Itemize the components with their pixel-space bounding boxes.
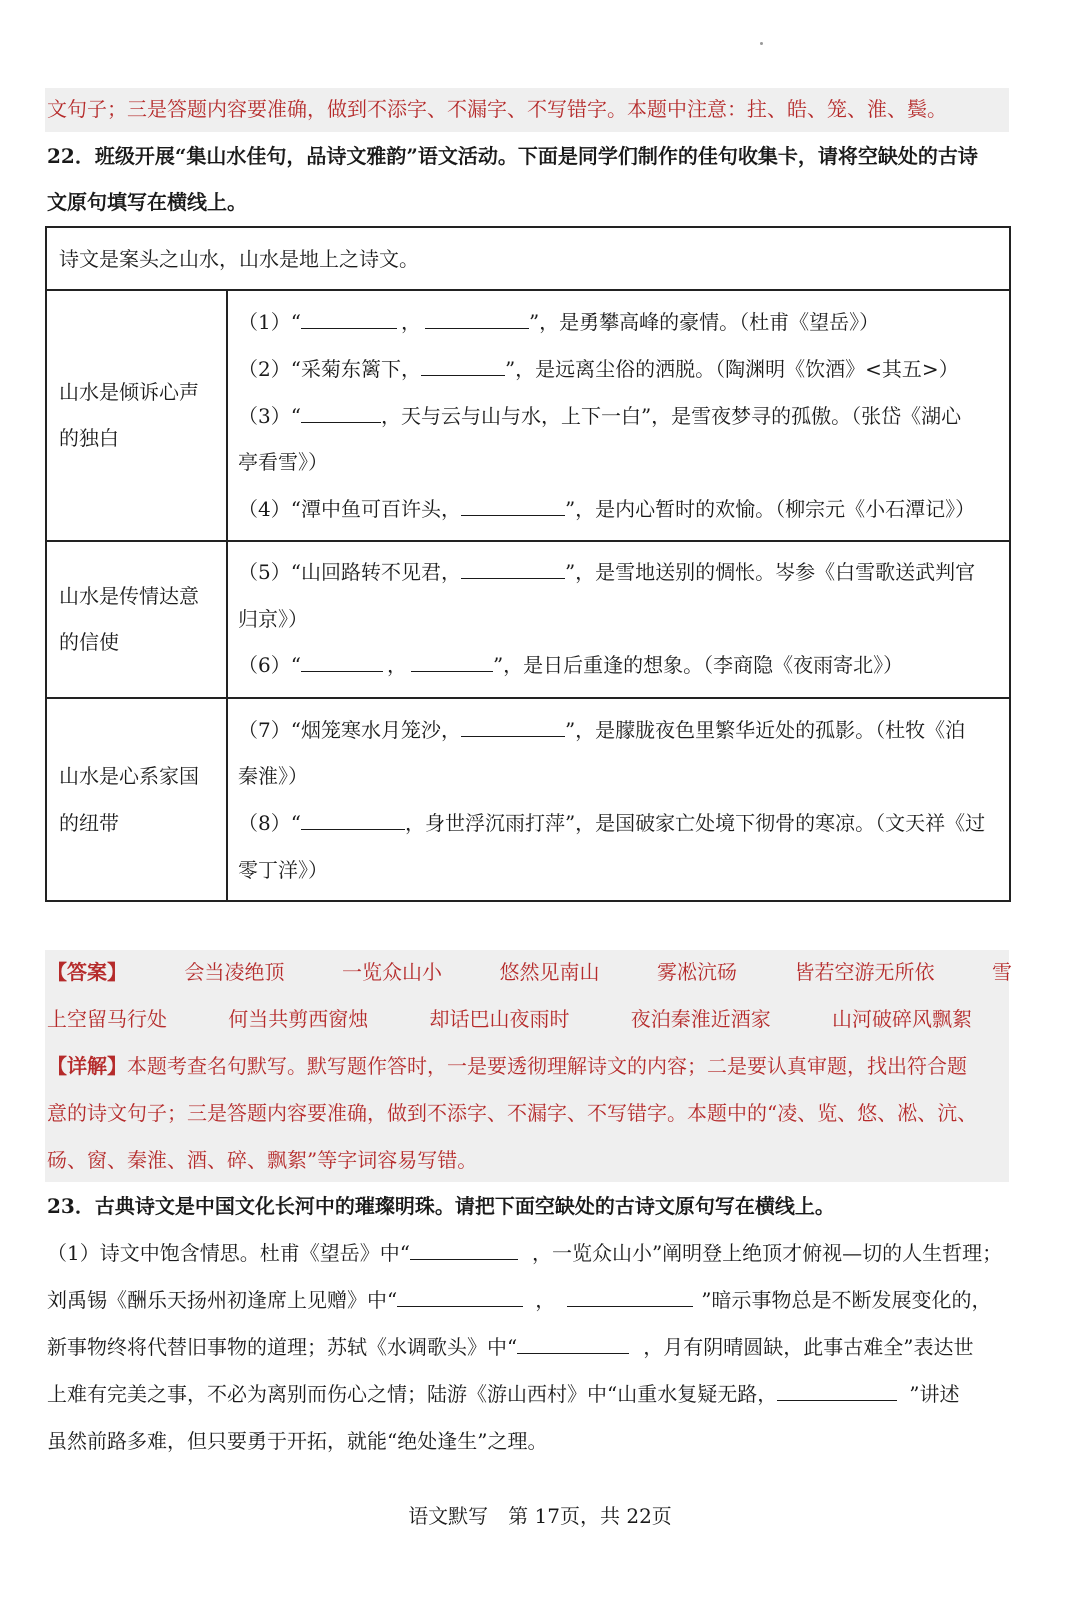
item-8-cont: 零丁洋》）: [238, 858, 328, 882]
item-text: （8）“: [238, 811, 301, 835]
q23-line5: 虽然前路多难，但只要勇于开拓，就能“绝处逢生”之理。: [47, 1429, 548, 1453]
answer-item: 一览众山小: [342, 960, 442, 984]
item-text: （2）“采菊东篱下，: [238, 357, 421, 381]
item-7-cont: 秦淮》）: [238, 764, 308, 788]
item-text: ”，是内心暂时的欢愉。（柳宗元《小石潭记》）: [564, 497, 976, 521]
q23-text: ，: [535, 1288, 556, 1312]
item-5-cont: 归京》）: [238, 607, 308, 631]
answer-blank[interactable]: [301, 653, 383, 672]
answer-row-1: [47, 960, 1012, 984]
item-4: [238, 497, 975, 521]
answer-blank[interactable]: [461, 718, 565, 737]
answer-blank[interactable]: [301, 811, 405, 830]
answer-blank[interactable]: [461, 560, 565, 579]
answer-blank[interactable]: [410, 1241, 518, 1260]
row2-label-line2: 的信使: [59, 630, 119, 654]
detail-line1: [47, 1054, 967, 1078]
table-header: 诗文是案头之山水，山水是地上之诗文。: [59, 247, 419, 271]
q23-line1: [47, 1241, 1002, 1265]
answer-item: 皆若空游无所依: [794, 960, 935, 984]
answer-row-2: [47, 1007, 972, 1031]
answer-item: 上空留马行处: [47, 1007, 167, 1031]
answer-item: 悠然见南山: [499, 960, 600, 984]
q22-title-line2: 文原句填写在横线上。: [47, 190, 247, 214]
answer-blank[interactable]: [397, 1288, 523, 1307]
table-column-divider: [226, 289, 228, 901]
item-text: （3）“: [238, 404, 301, 428]
item-text: （1）“: [238, 310, 301, 334]
answer-blank[interactable]: [301, 310, 397, 329]
item-text: ”，是远离尘俗的洒脱。（陶渊明《饮酒》<其五>）: [504, 357, 959, 381]
q23-line2: [47, 1288, 991, 1312]
q23-line4: [47, 1382, 959, 1406]
item-2: [238, 357, 959, 381]
answer-item: 何当共剪西窗烛: [228, 1007, 369, 1031]
row1-label-line2: 的独白: [59, 426, 119, 450]
detail-text: 本题考查名句默写。默写题作答时，一是要透彻理解诗文的内容；二是要认真审题，找出符合题: [127, 1054, 967, 1078]
row2-label-line1: 山水是传情达意: [59, 584, 199, 608]
detail-line2: 意的诗文句子；三是答题内容要准确，做到不添字、不漏字、不写错字。本题中的“凌、览、悠、凇、沆、: [47, 1101, 978, 1125]
detail-line3: 砀、窗、秦淮、酒、碎、飘絮”等字词容易写错。: [47, 1148, 478, 1172]
answer-blank[interactable]: [425, 310, 529, 329]
answer-item: 山河破碎风飘絮: [832, 1007, 972, 1031]
q23-text: （1）诗文中饱含情思。杜甫《望岳》中“: [47, 1241, 410, 1265]
item-text: ”，是日后重逢的想象。（李商隐《夜雨寄北》）: [492, 653, 904, 677]
answer-blank[interactable]: [411, 653, 493, 672]
item-text: ”，是勇攀高峰的豪情。（杜甫《望岳》）: [528, 310, 880, 334]
item-7: [238, 718, 965, 742]
item-6: [238, 653, 903, 677]
table-divider: [45, 697, 1011, 699]
item-text: （6）“: [238, 653, 301, 677]
q23-text: 上难有完美之事，不必为离别而伤心之情；陆游《游山西村》中“山重水复疑无路，: [47, 1382, 778, 1406]
answer-blank[interactable]: [301, 404, 381, 423]
q23-text: 新事物终将代替旧事物的道理；苏轼《水调歌头》中“: [47, 1335, 518, 1359]
top-detail-text: 文句子；三是答题内容要准确，做到不添字、不漏字、不写错字。本题中注意：拄、皓、笼、淮、鬓。: [47, 97, 947, 121]
item-1: [238, 310, 879, 334]
item-text: （5）“山回路转不见君，: [238, 560, 461, 584]
answer-label: 【答案】: [47, 960, 127, 984]
answer-blank[interactable]: [517, 1335, 629, 1354]
answer-item: 却话巴山夜雨时: [429, 1007, 570, 1031]
item-text: ，天与云与山与水，上下一白”，是雪夜梦寻的孤傲。（张岱《湖心: [380, 404, 962, 428]
q23-text: ”讲述: [909, 1382, 960, 1406]
item-text: （4）“潭中鱼可百许头，: [238, 497, 461, 521]
table-divider: [45, 540, 1011, 542]
page-footer: 语文默写 第 17页，共 22页: [408, 1504, 672, 1528]
detail-label: 【详解】: [47, 1054, 127, 1078]
answer-item: 会当凌绝顶: [184, 960, 285, 984]
answer-blank[interactable]: [567, 1288, 693, 1307]
item-text: ，: [386, 653, 407, 677]
q23-title: 23．古典诗文是中国文化长河中的璀璨明珠。请把下面空缺处的古诗文原句写在横线上。: [47, 1194, 835, 1218]
q23-text: 刘禹锡《酬乐天扬州初逢席上见赠》中“: [47, 1288, 398, 1312]
q23-text: ，一览众山小”阐明登上绝顶才俯视—切的人生哲理；: [531, 1241, 1003, 1265]
answer-item: 雾凇沆砀: [657, 960, 737, 984]
item-text: （7）“烟笼寒水月笼沙，: [238, 718, 461, 742]
answer-blank[interactable]: [461, 497, 565, 516]
row1-label-line1: 山水是倾诉心声: [59, 380, 199, 404]
q23-line3: [47, 1335, 973, 1359]
q23-text: ，月有阴晴圆缺，此事古难全”表达世: [643, 1335, 974, 1359]
answer-item: 雪: [992, 960, 1012, 984]
item-3: [238, 404, 961, 428]
item-3-cont: 亭看雪》）: [238, 450, 328, 474]
table-divider: [45, 289, 1011, 291]
row3-label-line2: 的纽带: [59, 811, 119, 835]
row3-label-line1: 山水是心系家国: [59, 764, 199, 788]
item-8: [238, 811, 985, 835]
item-text: ”，是朦胧夜色里繁华近处的孤影。（杜牧《泊: [564, 718, 966, 742]
answer-blank[interactable]: [777, 1382, 897, 1401]
item-text: ，身世浮沉雨打萍”，是国破家亡处境下彻骨的寒凉。（文天祥《过: [404, 811, 986, 835]
item-text: ”，是雪地送别的惆怅。岑参《白雪歌送武判官: [564, 560, 976, 584]
scan-dot: [760, 42, 763, 45]
answer-blank[interactable]: [421, 357, 505, 376]
item-5: [238, 560, 975, 584]
q22-title-line1: 22．班级开展“集山水佳句，品诗文雅韵”语文活动。下面是同学们制作的佳句收集卡，请将空缺处的古诗: [47, 144, 978, 168]
q23-text: ”暗示事物总是不断发展变化的，: [701, 1288, 992, 1312]
item-text: ，: [400, 310, 421, 334]
answer-item: 夜泊秦淮近酒家: [630, 1007, 771, 1031]
